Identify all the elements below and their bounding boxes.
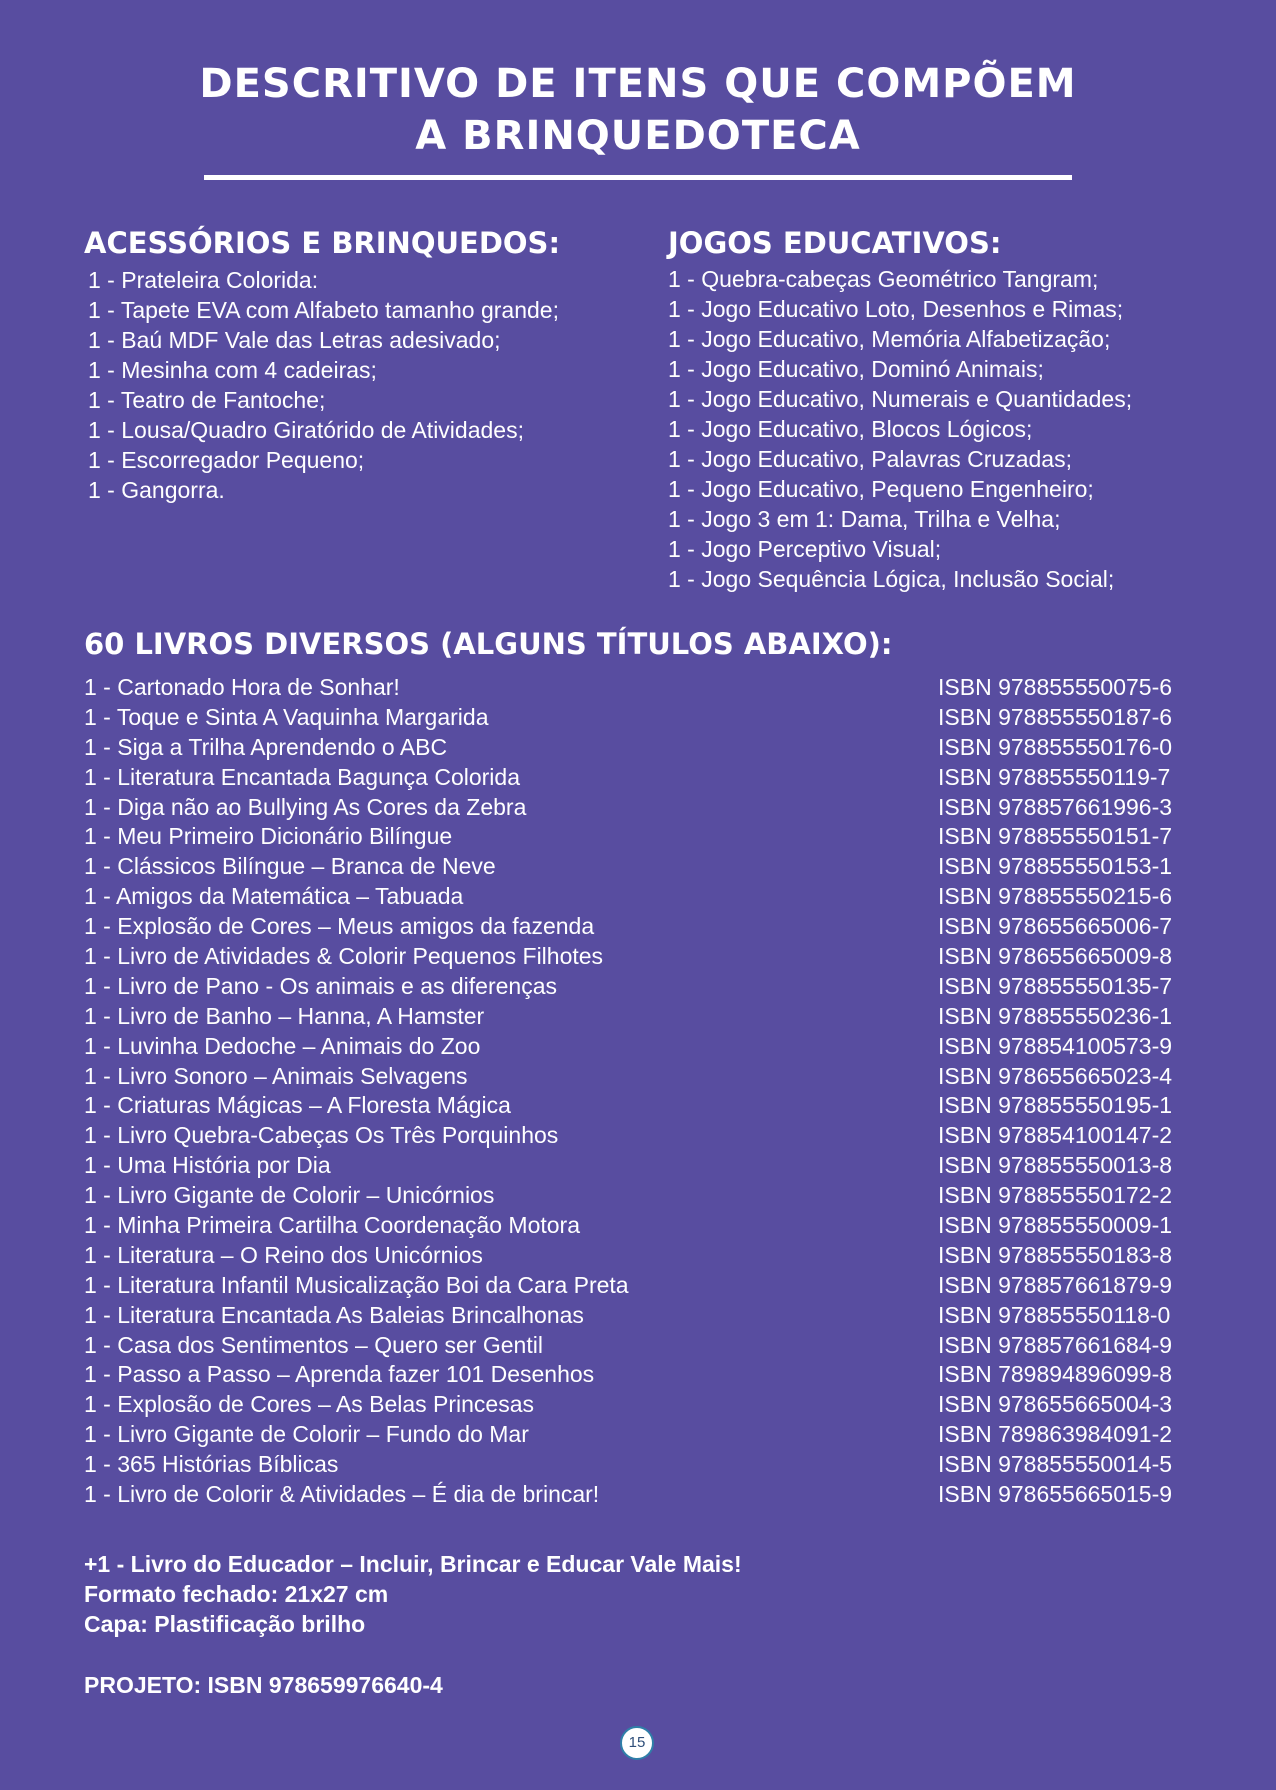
book-isbn: ISBN 978855550215-6 <box>938 883 1173 910</box>
book-row <box>84 704 1184 734</box>
title-divider <box>204 175 1072 180</box>
book-isbn: ISBN 978855550195-1 <box>938 1092 1173 1119</box>
list-item: 1 - Jogo Educativo, Numerais e Quantidades; <box>668 386 1133 412</box>
page-title-line-2: A BRINQUEDOTECA <box>415 113 861 159</box>
games-list <box>668 264 1132 594</box>
book-title: 1 - Literatura Encantada Bagunça Colorida <box>84 763 521 790</box>
book-title: 1 - Livro de Colorir & Atividades – É dia de brincar! <box>84 1481 600 1508</box>
list-item: 1 - Prateleira Colorida: <box>88 267 319 293</box>
book-row <box>84 734 1184 764</box>
book-title: 1 - Cartonado Hora de Sonhar! <box>84 674 400 700</box>
format-line: Formato fechado: 21x27 cm <box>84 1581 389 1607</box>
book-isbn: ISBN 978855550172-2 <box>938 1182 1173 1209</box>
accessories-heading: ACESSÓRIOS E BRINQUEDOS: <box>84 226 561 260</box>
book-title: 1 - Literatura Infantil Musicalização Boi da Cara Preta <box>84 1271 629 1298</box>
book-isbn: ISBN 978855550153-1 <box>938 853 1173 880</box>
book-title: 1 - Livro de Banho – Hanna, A Hamster <box>84 1002 485 1029</box>
book-row <box>84 913 1184 943</box>
book-row <box>84 883 1184 913</box>
book-isbn: ISBN 978855550135-7 <box>938 972 1173 999</box>
book-isbn: ISBN 978854100573-9 <box>938 1032 1173 1059</box>
book-row <box>84 1033 1184 1063</box>
list-item: 1 - Jogo 3 em 1: Dama, Trilha e Velha; <box>668 506 1061 532</box>
book-title: 1 - Casa dos Sentimentos – Quero ser Gentil <box>84 1331 543 1358</box>
book-title: 1 - Explosão de Cores – Meus amigos da fazenda <box>84 913 595 940</box>
list-item: 1 - Jogo Educativo, Blocos Lógicos; <box>668 416 1033 442</box>
book-row <box>84 823 1184 853</box>
book-row <box>84 1391 1184 1421</box>
games-heading: JOGOS EDUCATIVOS: <box>668 226 1002 260</box>
book-title: 1 - Luvinha Dedoche – Animais do Zoo <box>84 1032 481 1059</box>
project-isbn: PROJETO: ISBN 978659976640-4 <box>84 1672 443 1698</box>
book-title: 1 - Livro de Pano - Os animais e as diferenças <box>84 972 558 999</box>
page-number: 15 <box>620 1726 654 1760</box>
educator-book-info <box>84 1549 742 1639</box>
list-item: 1 - Tapete EVA com Alfabeto tamanho grande; <box>88 297 559 323</box>
book-title: 1 - Livro Gigante de Colorir – Fundo do Mar <box>84 1421 529 1448</box>
book-title: 1 - Livro de Atividades & Colorir Pequenos Filhotes <box>84 943 604 970</box>
book-isbn: ISBN 978655665006-7 <box>938 913 1173 940</box>
list-item: 1 - Quebra-cabeças Geométrico Tangram; <box>668 266 1099 292</box>
book-title: 1 - Siga a Trilha Aprendendo o ABC <box>84 733 448 760</box>
list-item: 1 - Jogo Sequência Lógica, Inclusão Social; <box>668 566 1115 592</box>
book-isbn: ISBN 978857661879-9 <box>938 1271 1173 1298</box>
book-title: 1 - Literatura – O Reino dos Unicórnios <box>84 1241 483 1268</box>
book-isbn: ISBN 978854100147-2 <box>938 1122 1173 1149</box>
book-row <box>84 1332 1184 1362</box>
list-item: 1 - Teatro de Fantoche; <box>88 387 326 413</box>
book-isbn: ISBN 789894896099-8 <box>938 1361 1173 1388</box>
book-title: 1 - Toque e Sinta A Vaquinha Margarida <box>84 703 489 730</box>
book-row <box>84 943 1184 973</box>
book-title: 1 - Passo a Passo – Aprenda fazer 101 Desenhos <box>84 1361 595 1388</box>
book-row <box>84 1451 1184 1481</box>
book-row <box>84 794 1184 824</box>
book-isbn: ISBN 978857661684-9 <box>938 1331 1173 1358</box>
book-isbn: ISBN 978855550187-6 <box>938 703 1173 730</box>
book-isbn: ISBN 978855550075-6 <box>938 674 1173 700</box>
book-title: 1 - Criaturas Mágicas – A Floresta Mágica <box>84 1092 511 1119</box>
book-title: 1 - Literatura Encantada As Baleias Brincalhonas <box>84 1301 584 1328</box>
list-item: 1 - Mesinha com 4 cadeiras; <box>88 357 377 383</box>
book-isbn: ISBN 978855550183-8 <box>938 1241 1173 1268</box>
book-title: 1 - Meu Primeiro Dicionário Bilíngue <box>84 823 453 850</box>
book-title: 1 - Livro Quebra-Cabeças Os Três Porquinhos <box>84 1122 559 1149</box>
book-row <box>84 1361 1184 1391</box>
book-title: 1 - Livro Sonoro – Animais Selvagens <box>84 1062 468 1089</box>
book-isbn: ISBN 978855550119-7 <box>938 763 1171 790</box>
book-row <box>84 1272 1184 1302</box>
book-isbn: ISBN 978655665004-3 <box>938 1391 1173 1418</box>
page-title-line-1: DESCRITIVO DE ITENS QUE COMPÕEM <box>199 61 1077 107</box>
book-isbn: ISBN 978655665015-9 <box>938 1481 1173 1508</box>
book-row <box>84 1212 1184 1242</box>
book-row <box>84 1003 1184 1033</box>
book-row <box>84 1421 1184 1451</box>
list-item: 1 - Lousa/Quadro Giratórido de Atividades; <box>88 417 524 443</box>
book-isbn: ISBN 978855550009-1 <box>938 1212 1173 1239</box>
book-row <box>84 1152 1184 1182</box>
list-item: 1 - Escorregador Pequeno; <box>88 447 365 473</box>
cover-line: Capa: Plastificação brilho <box>84 1611 366 1637</box>
educator-book-line: +1 - Livro do Educador – Incluir, Brincar e Educar Vale Mais! <box>84 1551 742 1577</box>
book-isbn: ISBN 978855550176-0 <box>938 733 1173 760</box>
book-isbn: ISBN 978655665009-8 <box>938 943 1173 970</box>
list-item: 1 - Jogo Educativo, Palavras Cruzadas; <box>668 446 1072 472</box>
book-title: 1 - Clássicos Bilíngue – Branca de Neve <box>84 853 496 880</box>
book-title: 1 - 365 Histórias Bíblicas <box>84 1451 339 1478</box>
page-title <box>0 58 1276 162</box>
book-row <box>84 1481 1184 1511</box>
list-item: 1 - Jogo Educativo, Dominó Animais; <box>668 356 1044 382</box>
book-isbn: ISBN 978855550236-1 <box>938 1002 1173 1029</box>
book-row <box>84 853 1184 883</box>
book-isbn: ISBN 978855550013-8 <box>938 1152 1173 1179</box>
book-title: 1 - Explosão de Cores – As Belas Princesas <box>84 1391 535 1418</box>
book-title: 1 - Amigos da Matemática – Tabuada <box>84 883 464 910</box>
accessories-list <box>88 265 559 505</box>
book-row <box>84 674 1184 704</box>
book-row <box>84 1302 1184 1332</box>
book-title: 1 - Livro Gigante de Colorir – Unicórnios <box>84 1182 495 1209</box>
book-isbn: ISBN 978655665023-4 <box>938 1062 1173 1089</box>
list-item: 1 - Baú MDF Vale das Letras adesivado; <box>88 327 501 353</box>
list-item: 1 - Jogo Educativo, Memória Alfabetização; <box>668 326 1111 352</box>
book-isbn: ISBN 978857661996-3 <box>938 793 1173 820</box>
list-item: 1 - Jogo Educativo, Pequeno Engenheiro; <box>668 476 1094 502</box>
book-isbn: ISBN 978855550014-5 <box>938 1451 1173 1478</box>
book-row <box>84 1092 1184 1122</box>
list-item: 1 - Jogo Perceptivo Visual; <box>668 536 942 562</box>
book-title: 1 - Diga não ao Bullying As Cores da Zebra <box>84 793 527 820</box>
books-list <box>84 674 1184 1511</box>
book-isbn: ISBN 978855550151-7 <box>938 823 1173 850</box>
book-title: 1 - Minha Primeira Cartilha Coordenação Motora <box>84 1212 580 1239</box>
book-row <box>84 1122 1184 1152</box>
book-isbn: ISBN 789863984091-2 <box>938 1421 1173 1448</box>
list-item: 1 - Jogo Educativo Loto, Desenhos e Rimas; <box>668 296 1124 322</box>
list-item: 1 - Gangorra. <box>88 477 225 503</box>
book-row <box>84 1242 1184 1272</box>
book-row <box>84 764 1184 794</box>
book-row <box>84 1182 1184 1212</box>
book-row <box>84 1063 1184 1093</box>
book-title: 1 - Uma História por Dia <box>84 1152 331 1179</box>
book-row <box>84 973 1184 1003</box>
books-heading: 60 LIVROS DIVERSOS (ALGUNS TÍTULOS ABAIXO): <box>84 627 893 661</box>
book-isbn: ISBN 978855550118-0 <box>938 1301 1171 1328</box>
